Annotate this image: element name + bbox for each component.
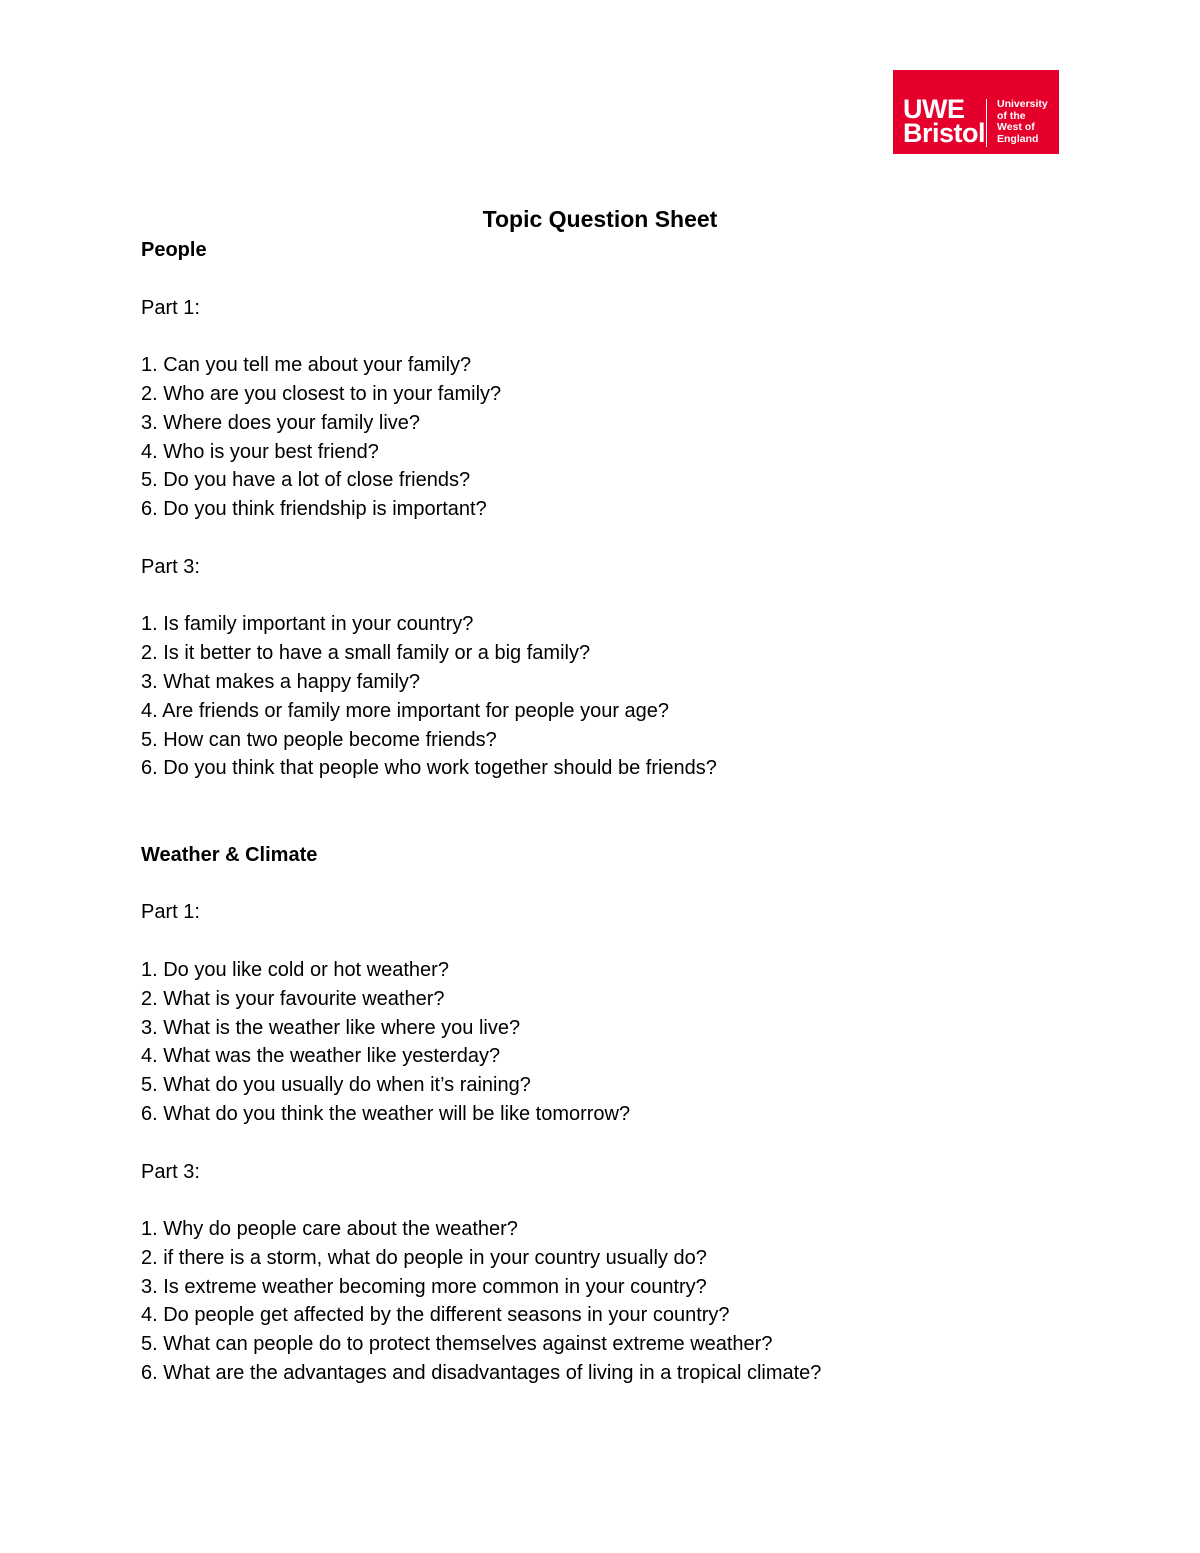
question-item: 3. Where does your family live? [141,411,421,434]
section-heading-weather-climate: Weather & Climate [141,843,318,866]
question-list [141,1215,1141,1388]
question-item: 4. Do people get affected by the different seasons in your country? [141,1304,730,1327]
document-body [141,236,1141,1388]
section-heading-people: People [141,239,207,261]
logo-sub-line: University [997,98,1048,110]
question-item: 5. How can two people become friends? [141,728,497,751]
question-item: 5. What can people do to protect themselves against extreme weather? [141,1333,773,1356]
part-label: Part 3: [141,1160,200,1183]
logo-wordmark [903,94,986,148]
page-title: Topic Question Sheet [482,206,718,232]
question-item: 1. Do you like cold or hot weather? [141,958,449,981]
logo-sub-line: of the [997,109,1026,122]
question-item: 2. What is your favourite weather? [141,987,445,1010]
question-item: 2. if there is a storm, what do people in your country usually do? [141,1246,707,1269]
part-label: Part 1: [141,901,200,924]
question-item: 4. Are friends or family more important for people your age? [141,699,670,722]
part-label: Part 3: [141,555,200,578]
question-item: 4. Who is your best friend? [141,440,379,463]
logo-divider [986,99,987,147]
question-item: 2. Who are you closest to in your family? [141,382,502,405]
question-item: 4. What was the weather like yesterday? [141,1045,501,1068]
question-item: 3. What makes a happy family? [141,670,421,693]
question-item: 1. Is family important in your country? [141,613,474,636]
question-item: 5. Do you have a lot of close friends? [141,469,471,492]
question-list [141,610,1141,783]
question-item: 3. Is extreme weather becoming more common in your country? [141,1275,707,1298]
uwe-bristol-logo [893,70,1059,154]
question-list [141,956,1141,1129]
question-list [141,351,1141,524]
question-item: 6. Do you think friendship is important? [141,498,487,521]
question-item: 6. What are the advantages and disadvantages of living in a tropical climate? [141,1362,822,1385]
logo-subtitle [997,99,1048,145]
logo-wordmark-line1: UWE [903,94,965,124]
question-item: 1. Why do people care about the weather? [141,1218,518,1241]
question-item: 3. What is the weather like where you live? [141,1016,521,1039]
question-item: 6. What do you think the weather will be like tomorrow? [141,1102,631,1125]
question-item: 2. Is it better to have a small family or a big family? [141,642,591,665]
question-item: 1. Can you tell me about your family? [141,354,472,377]
question-item: 6. Do you think that people who work together should be friends? [141,757,717,780]
logo-wordmark-line2: Bristol [903,118,986,148]
part-label: Part 1: [141,296,200,319]
logo-sub-line: West of [997,121,1035,133]
question-item: 5. What do you usually do when it’s raining? [141,1074,531,1097]
logo-sub-line: England [997,132,1039,145]
